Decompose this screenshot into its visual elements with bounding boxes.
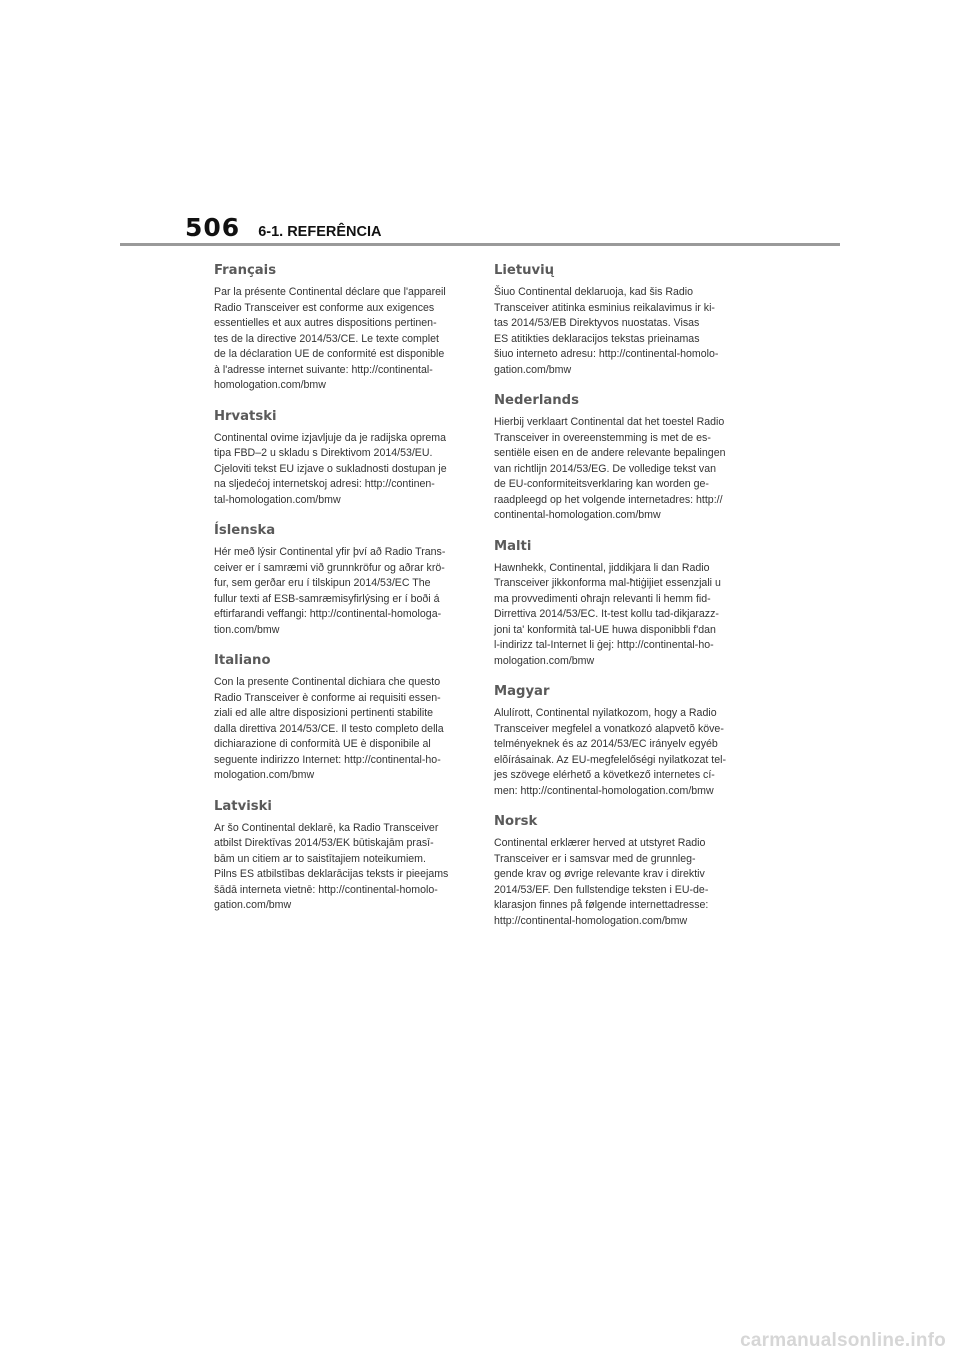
lang-text: Par la présente Continental déclare que l'appareil Radio Transceiver est conforme aux exigences essentielles et aux autres dispositions pertinen- tes de la directive 2014/53/CE. Le texte complet de la déclaration UE de conformité est disponible à l'adresse internet suivante: http://continental- homologation.com/bmw bbox=[214, 286, 446, 391]
lang-block-nederlands bbox=[494, 392, 752, 524]
lang-text: Alulírott, Continental nyilatkozom, hogy a Radio Transceiver megfelel a vonatkozó alapvetõ köve- telményeknek és az 2014/53/EC irányelv egyéb elõírásainak. Az EU-megfelelőségi nyilatkozat tel- jes szövege elérhető a következő internetes cí- men: http://continental-homologation.com/bmw bbox=[494, 707, 726, 797]
lang-heading: Latviski bbox=[214, 798, 272, 814]
header-divider bbox=[120, 243, 840, 246]
lang-heading: Lietuvių bbox=[494, 263, 555, 278]
lang-heading: Magyar bbox=[494, 684, 550, 699]
page-header bbox=[185, 213, 381, 247]
lang-block-islenska bbox=[214, 522, 472, 638]
lang-text: Hierbij verklaart Continental dat het toestel Radio Transceiver in overeenstemming is met de es- sentiële eisen en de andere relevante bepalingen van richtlijn 2014/53/EG. De volledige tekst van de EU-conformiteitsverklaring kan worden ge- raadpleegd op het volgende internetadres: http:// continental-homologation.com/bmw bbox=[494, 416, 726, 521]
lang-text: Con la presente Continental dichiara che questo Radio Transceiver è conforme ai requisiti essen- ziali ed alle altre disposizioni pertinenti stabilite dalla direttiva 2014/53/CE. Il testo completo della dichiarazione di conformità UE è disponibile al seguente indirizzo Internet: http://continental-ho- mologation.com/bmw bbox=[214, 676, 444, 781]
lang-block-lietuviu bbox=[494, 262, 752, 378]
lang-text: Ar šo Continental deklarē, ka Radio Transceiver atbilst Direktīvas 2014/53/EK būtiskajām prasī- bām un citiem ar to saistītajiem noteikumiem. Pilns ES atbilstības deklarācijas teksts ir pieejams šādā interneta vietnē: http://continental-homolo- gation.com/bmw bbox=[214, 821, 449, 911]
lang-heading: Íslenska bbox=[214, 523, 276, 538]
left-column bbox=[214, 262, 472, 928]
lang-heading: Français bbox=[214, 263, 277, 278]
lang-block-italiano bbox=[214, 652, 472, 784]
lang-text: Hér með lýsir Continental yfir því að Radio Trans- ceiver er í samræmi við grunnkröfur og aðrar krö- fur, sem gerðar eru í tilskipun 2014/53/EC The fullur texti af ESB-samræmisyfirlýsing er í boði á eftirfarandi veffangi: http://continental-homologa- tion.com/bmw bbox=[214, 546, 446, 636]
lang-block-hrvatski bbox=[214, 408, 472, 509]
lang-text: Continental ovime izjavljuje da je radijska oprema tipa FBD–2 u skladu s Direktivom 2014/53/EU. Cjeloviti tekst EU izjave o sukladnosti dostupan je na sljedećoj internetskoj adresi: http://continen- tal-homologation.com/bmw bbox=[214, 431, 447, 506]
lang-text: Hawnhekk, Continental, jiddikjara li dan Radio Transceiver jikkonforma mal-ħtiġijiet essenzjali u ma provvedimenti oħrajn relevanti li hemm fid- Dirrettiva 2014/53/EC. It-test kollu tad-dikjarazz- joni ta' konformità tal-UE huwa disponibbli f'dan l-indirizz tal-Internet li ġej: http://continental-ho- mologation.com/bmw bbox=[494, 561, 721, 667]
lang-heading: Hrvatski bbox=[214, 408, 277, 424]
site-watermark: carmanualsonline.info bbox=[740, 1330, 946, 1351]
lang-text: Continental erklærer herved at utstyret Radio Transceiver er i samsvar med de grunnleg- gende krav og øvrige relevante krav i direktiv 2014/53/EF. Den fullstendige teksten i EU-de- klarasjon finnes på følgende internettadresse: http://continental-homologation.com/bmw bbox=[494, 837, 709, 927]
lang-block-magyar bbox=[494, 683, 752, 799]
section-title: 6-1. REFERÊNCIA bbox=[258, 224, 382, 240]
lang-heading: Italiano bbox=[214, 653, 271, 668]
lang-block-latviski bbox=[214, 798, 472, 914]
lang-block-malti bbox=[494, 538, 752, 670]
lang-heading: Malti bbox=[494, 538, 532, 554]
lang-heading: Nederlands bbox=[494, 393, 579, 408]
lang-text: Šiuo Continental deklaruoja, kad šis Radio Transceiver atitinka esminius reikalavimus ir ki- tas 2014/53/EB Direktyvos nuostatas. Visas ES atitikties deklaracijos tekstas prieinamas šiuo interneto adresu: http://continental-homolo- gation.com/bmw bbox=[494, 286, 719, 376]
page-number: 506 bbox=[185, 213, 241, 242]
lang-heading: Norsk bbox=[494, 814, 538, 829]
right-column bbox=[494, 262, 752, 943]
lang-block-norsk bbox=[494, 813, 752, 929]
lang-block-francais bbox=[214, 262, 472, 394]
